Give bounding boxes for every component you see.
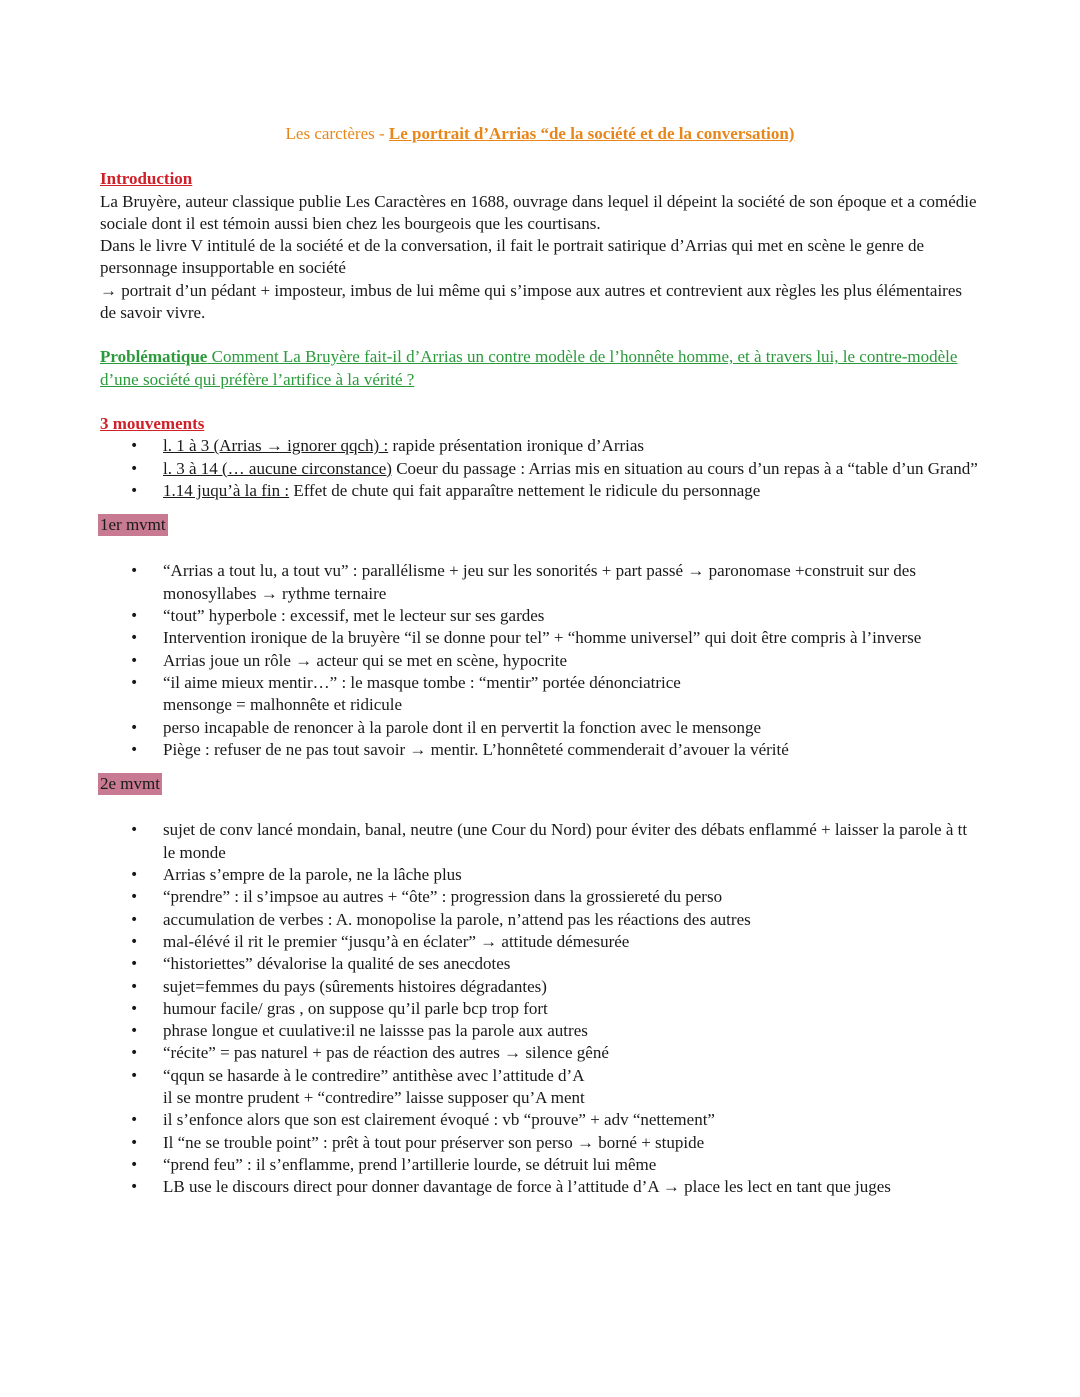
- mouvement-ref: 1.14 juqu’à la fin :: [163, 480, 290, 500]
- intro-paragraph-1: La Bruyère, auteur classique publie Les Caractères en 1688, ouvrage dans lequel il dépeint la société de son époque et a comédie sociale dont il est témoin aussi bien chez les bourgeois que les courtisans.: [100, 191, 977, 233]
- page-title: [100, 123, 980, 145]
- list-item-line-2: mensonge = malhonnête et ridicule: [163, 695, 403, 715]
- mouvement-ref: l. 1 à 3 (Arrias → ignorer qqch) :: [163, 436, 389, 456]
- list-item-line-1: “qqun se hasarde à le contredire” antithèse avec l’attitude d’A: [163, 1065, 585, 1085]
- list-item: • humour facile/ gras , on suppose qu’il parle bcp trop fort: [100, 998, 980, 1020]
- list-item: [100, 1065, 980, 1110]
- mouvement-ref: l. 3 à 14 (… aucune circonstance): [163, 458, 392, 478]
- mvmt2-list: [100, 819, 980, 1198]
- list-item: • il s’enfonce alors que son est clairement évoqué : vb “prouve” + adv “nettement”: [100, 1109, 980, 1131]
- list-item: • Piège : refuser de ne pas tout savoir → mentir. L’honnêteté commenderait d’avouer la vérité: [100, 739, 980, 761]
- problematique-text: Comment La Bruyère fait-il d’Arrias un contre modèle de l’honnête homme, et à travers lui, le contre-modèle d’une société qui préfère l’artifice à la vérité ?: [100, 347, 958, 389]
- mvmt2-highlight: 2e mvmt: [98, 773, 162, 795]
- list-item: • Arrias s’empre de la parole, ne la lâche plus: [100, 864, 980, 886]
- intro-heading-text: Introduction: [100, 169, 193, 189]
- list-item: • “récite” = pas naturel + pas de réaction des autres → silence gêné: [100, 1042, 980, 1064]
- list-item: • LB use le discours direct pour donner davantage de force à l’attitude d’A → place les lect en tant que juges: [100, 1176, 980, 1198]
- list-item: • Intervention ironique de la bruyère “il se donne pour tel” + “homme universel” qui doit être compris à l’inverse: [100, 627, 980, 649]
- list-item: • “tout” hyperbole : excessif, met le lecteur sur ses gardes: [100, 605, 980, 627]
- mouvement-text: Coeur du passage : Arrias mis en situation au cours d’un repas à a “table d’un Grand”: [391, 458, 978, 478]
- list-item: • sujet de conv lancé mondain, banal, neutre (une Cour du Nord) pour éviter des débats enflammé + laisser la parole à tt le monde: [100, 819, 980, 864]
- mvmt1-label: [100, 514, 980, 536]
- list-item: • perso incapable de renoncer à la parole dont il en pervertit la fonction avec le mensonge: [100, 717, 980, 739]
- list-item-line-1: “il aime mieux mentir…” : le masque tombe : “mentir” portée dénonciatrice: [163, 672, 681, 692]
- intro-heading: [100, 168, 980, 190]
- problematique-label: Problématique: [100, 347, 208, 367]
- list-item: [100, 480, 980, 502]
- list-item: • “historiettes” dévalorise la qualité de ses anecdotes: [100, 953, 980, 975]
- list-item: • “Arrias a tout lu, a tout vu” : parallélisme + jeu sur les sonorités + part passé → paronomase +construit sur des monosyllabes → rythme ternaire: [100, 560, 980, 605]
- list-item: [100, 458, 980, 480]
- list-item: • sujet=femmes du pays (sûrements histoires dégradantes): [100, 976, 980, 998]
- mvmt1-highlight: 1er mvmt: [98, 514, 168, 536]
- list-item: • “prend feu” : il s’enflamme, prend l’artillerie lourde, se détruit lui même: [100, 1154, 980, 1176]
- list-item-line-2: il se montre prudent + “contredire” laisse supposer qu’A ment: [163, 1087, 585, 1107]
- problematique: [100, 346, 980, 391]
- title-underlined: Le portrait d’Arrias “de la société et de la conversation): [388, 124, 795, 143]
- list-item: • Arrias joue un rôle → acteur qui se met en scène, hypocrite: [100, 650, 980, 672]
- title-prefix: Les carctères -: [285, 124, 389, 143]
- list-item: • Il “ne se trouble point” : prêt à tout pour préserver son perso → borné + stupide: [100, 1132, 980, 1154]
- document-content: [100, 123, 980, 1198]
- mvmt2-label: [100, 773, 980, 795]
- mouvements-heading: [100, 413, 980, 435]
- mouvements-list: [100, 435, 980, 502]
- mouvement-text: Effet de chute qui fait apparaître nettement le ridicule du personnage: [289, 480, 761, 500]
- list-item: • accumulation de verbes : A. monopolise la parole, n’attend pas les réactions des autres: [100, 909, 980, 931]
- mouvement-text: rapide présentation ironique d’Arrias: [388, 436, 645, 456]
- mouvements-heading-text: 3 mouvements: [100, 413, 205, 433]
- list-item: • phrase longue et cuulative:il ne laissse pas la parole aux autres: [100, 1020, 980, 1042]
- intro-paragraph-2: Dans le livre V intitulé de la société et de la conversation, il fait le portrait satirique d’Arrias qui met en scène le genre de personnage insupportable en société: [100, 236, 925, 278]
- list-item: • mal-élévé il rit le premier “jusqu’à en éclater” → attitude démesurée: [100, 931, 980, 953]
- intro-paragraph-3: → portrait d’un pédant + imposteur, imbus de lui même qui s’impose aux autres et contrevient aux règles les plus élémentaires de savoir vivre.: [100, 280, 962, 323]
- list-item: [100, 435, 980, 457]
- list-item: • “prendre” : il s’impsoe au autres + “ôte” : progression dans la grossiereté du perso: [100, 886, 980, 908]
- mvmt1-list: [100, 560, 980, 761]
- list-item: [100, 672, 980, 717]
